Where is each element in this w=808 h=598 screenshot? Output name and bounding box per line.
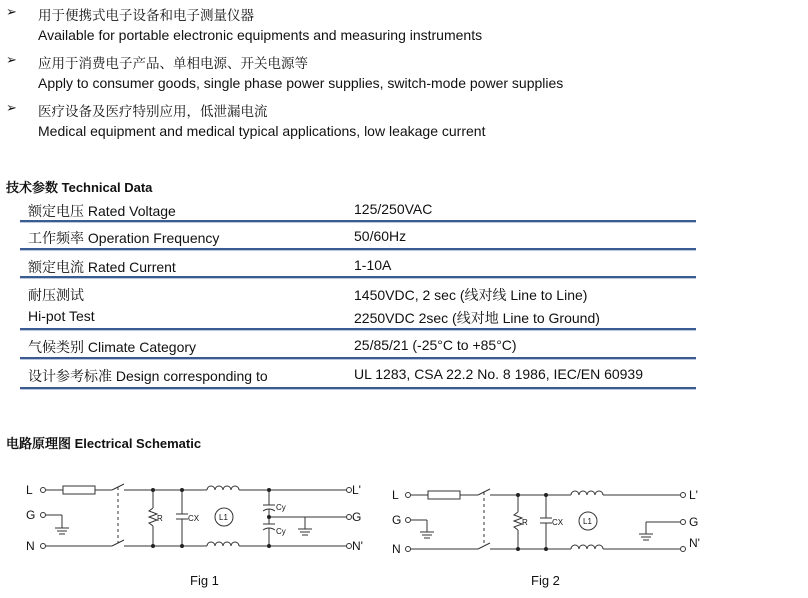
label-N: N [392,542,401,556]
fuse-symbol [428,491,460,499]
label-G-out: G [689,515,699,529]
table-row [20,222,696,250]
spec-value: UL 1283, CSA 22.2 No. 8 1986, IEC/EN 60939 [354,366,644,382]
label-L: L [392,488,399,502]
table-row [20,330,696,359]
spec-label-2: Hi-pot Test [28,308,95,324]
schematic-fig-2 [406,489,686,552]
list-item [6,2,786,50]
bullet-text-en: Available for portable electronic equipments and measuring instruments [38,27,483,43]
label-CX: CX [188,514,200,523]
label-CX: CX [552,518,564,527]
spec-value: 1-10A [354,257,392,273]
label-N: N [26,539,35,553]
inductor-top [571,491,603,495]
list-item [6,98,786,146]
label-L-prime: L' [352,483,361,497]
bullet-text-en: Apply to consumer goods, single phase power supplies, switch-mode power supplies [38,75,564,91]
table-row [20,359,696,389]
spec-value: 50/60Hz [354,228,407,244]
arrow-bullet-icon: ➢ [6,4,17,19]
label-L-prime: L' [689,488,698,502]
label-G-out: G [352,510,362,524]
label-Cy-top: Cy [276,503,286,512]
application-list [6,2,786,146]
inductor-bottom [207,542,239,546]
technical-data-table [20,196,696,389]
label-R: R [157,514,163,523]
label-Cy-bottom: Cy [276,527,286,536]
label-N-prime: N' [352,539,363,553]
label-N-prime: N' [689,536,700,550]
fig-1-caption: Fig 1 [190,573,219,588]
label-R: R [522,518,528,527]
label-L1: L1 [219,513,228,522]
label-G: G [392,513,402,527]
spec-value: 1450VDC, 2 sec (线对线 Line to Line) [354,287,588,303]
table-row [20,278,696,330]
spec-label: 额定电流 Rated Current [28,259,176,275]
spec-label: 工作频率 Operation Frequency [28,230,220,246]
label-L1: L1 [583,517,592,526]
schematic-title: 电路原理图 Electrical Schematic [6,436,202,451]
spec-value: 25/85/21 (-25°C to +85°C) [354,337,517,353]
table-row [20,196,696,222]
spec-value: 125/250VAC [354,201,433,217]
inductor-top [207,486,239,490]
label-G: G [26,508,36,522]
bullet-text-zh: 医疗设备及医疗特别应用，低泄漏电流 [38,104,268,119]
spec-label: 设计参考标准 Design corresponding to [28,368,268,384]
technical-data-title: 技术参数 Technical Data [6,180,153,195]
label-L: L [26,483,33,497]
bullet-text-zh: 用于便携式电子设备和电子测量仪器 [38,8,254,23]
spec-label: 额定电压 Rated Voltage [28,203,176,219]
inductor-bottom [571,545,603,549]
table-row [20,250,696,278]
bullet-text-en: Medical equipment and medical typical applications, low leakage current [38,123,486,139]
arrow-bullet-icon: ➢ [6,52,17,67]
fig-2-caption: Fig 2 [531,573,560,588]
bullet-text-zh: 应用于消费电子产品、单相电源、开关电源等 [38,56,308,71]
fuse-symbol [63,486,95,494]
arrow-bullet-icon: ➢ [6,100,17,115]
list-item [6,50,786,98]
electrical-schematic [0,464,808,598]
spec-value-2: 2250VDC 2sec (线对地 Line to Ground) [354,310,600,326]
spec-label: 耐压测试 [28,287,84,303]
spec-label: 气候类别 Climate Category [28,339,197,355]
